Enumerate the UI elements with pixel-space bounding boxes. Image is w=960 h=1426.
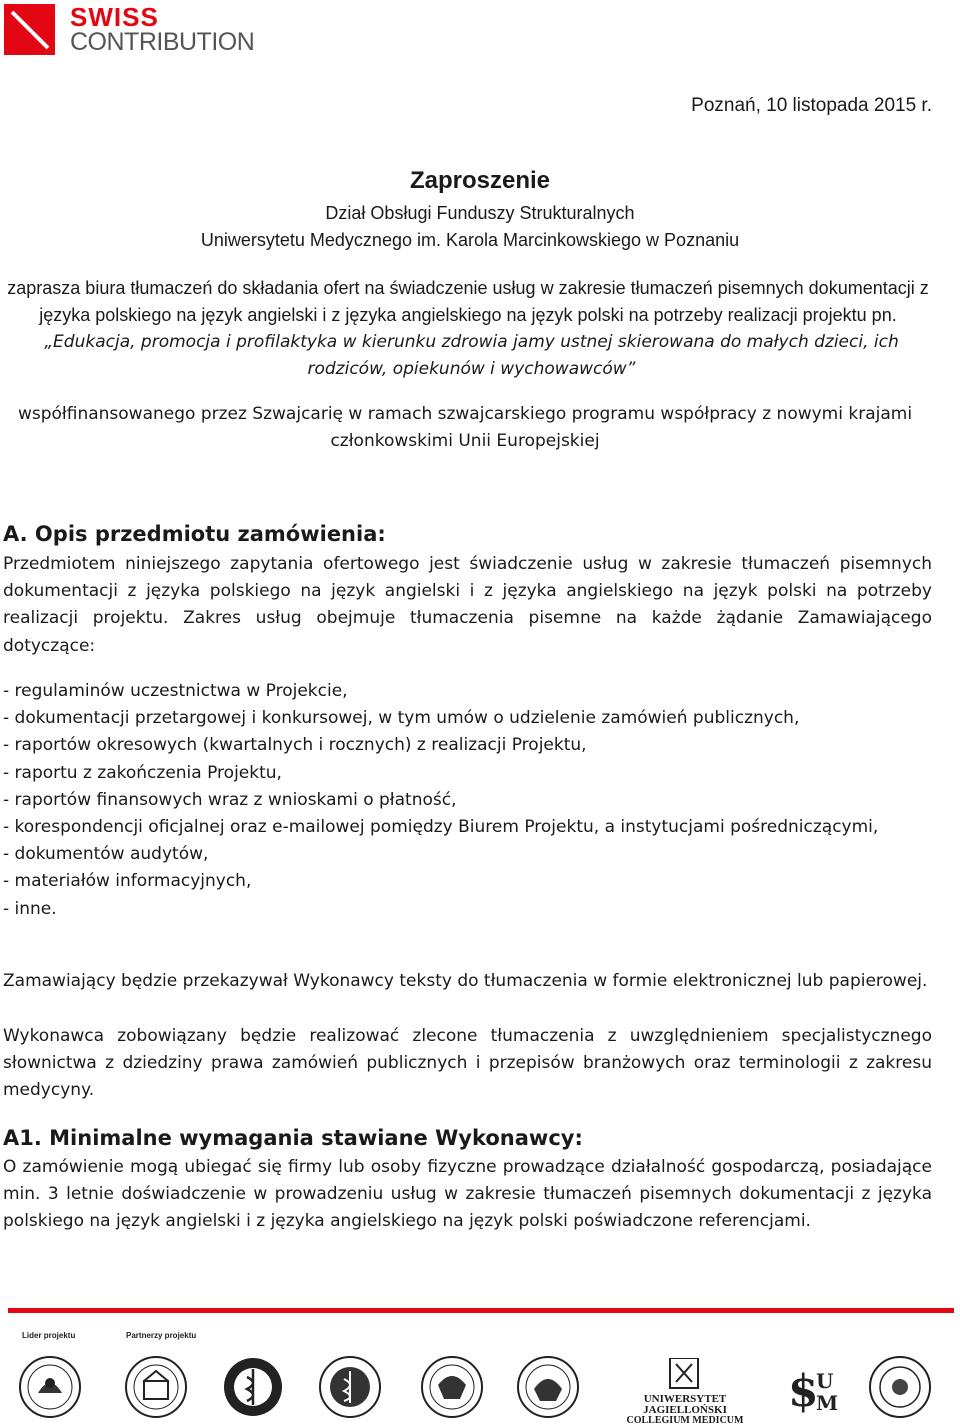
list-item: - korespondencji oficjalnej oraz e-mailowej pomiędzy Biurem Projektu, a instytucjami pośredniczącymi, (3, 817, 879, 838)
delivery-paragraph: Zamawiający będzie przekazywał Wykonawcy teksty do tłumaczenia w formie elektronicznej lub papierowej. (3, 971, 928, 991)
uj-cm-name: COLLEGIUM MEDICUM (626, 1415, 744, 1426)
list-item: - inne. (3, 898, 57, 919)
partners-label: Partnerzy projektu (126, 1331, 197, 1340)
pmwsz-opole-seal-icon (868, 1355, 932, 1419)
pum-seal-icon (124, 1355, 188, 1419)
university-name-text: Uniwersytetu Medycznego im. Karola Marcinkowskiego w Poznaniu (200, 230, 740, 250)
uj-name: UNIWERSYTET JAGIELLOŃSKI (643, 1393, 727, 1416)
logo-swiss-text: SWISS (70, 2, 159, 32)
department-name: Dział Obsługi Funduszy Strukturalnych (325, 203, 635, 223)
list-item: - dokumentacji przetargowej i konkursowej, w tym umów o udzielenie zamówień publicznych, (3, 708, 800, 729)
list-item: - regulaminów uczestnictwa w Projekcie, (3, 681, 348, 701)
sum-logo-icon (786, 1362, 842, 1414)
list-item: - materiałów informacyjnych, (3, 871, 252, 892)
section-a1-paragraph: O zamówienie mogą ubiegać się firmy lub osoby fizyczne prowadzące działalność gospodarczą, posiadające min. 3 letnie doświadczenie w prowadzeniu usług w zakresie tłumaczeń pisemnych dokumentacji z języka polskiego na język angielski i z języka angielskiego na język polski poświadczone referencjami. (3, 1157, 932, 1232)
list-item: - raportu z zakończenia Projektu, (3, 762, 282, 783)
gumed-seal-icon (222, 1355, 284, 1419)
university-name (0, 230, 960, 251)
wum-seal-icon (420, 1355, 484, 1419)
uj-cm-logo (610, 1358, 760, 1426)
project-name (4, 329, 939, 383)
terminology-paragraph: Wykonawca zobowiązany będzie realizować zlecone tłumaczenia z uwzględnieniem specjalistycznego słownictwa z dziedziny prawa zamówień publicznych i przepisów branżowych oraz terminologii z zakresu medycyny. (3, 1026, 932, 1101)
swiss-contribution-mark-icon (4, 4, 55, 55)
svg-text:$: $ (788, 1366, 819, 1414)
footer-divider (8, 1308, 954, 1313)
scope-list (3, 678, 932, 923)
section-a1-heading: A1. Minimalne wymagania stawiane Wykonawcy: (3, 1126, 583, 1150)
lead-label: Lider projektu (22, 1331, 76, 1340)
invitation-text: zaprasza biura tłumaczeń do składania ofert na świadczenie usług w zakresie tłumaczeń pisemnych dokumentacji z języka polskiego na język angielski i z języka angielskiego na język polski na potrzeby realizacji projektu pn. (7, 278, 929, 325)
list-item: - dokumentów audytów, (3, 844, 209, 865)
umlub-seal-icon (514, 1355, 582, 1419)
document-title: Zaproszenie (409, 167, 551, 194)
project-name-text: „Edukacja, promocja i profilaktyka w kierunku zdrowia jamy ustnej skierowana do małych dzieci, ich rodziców, opiekunów i wychowawców” (44, 332, 899, 379)
document-date: Poznań, 10 listopada 2015 r. (691, 95, 932, 116)
logo-contribution-text: CONTRIBUTION (70, 28, 255, 56)
uj-crest-icon (610, 1358, 760, 1394)
ump-seal-icon (18, 1355, 82, 1419)
umb-seal-icon (318, 1355, 382, 1419)
svg-text:M: M (816, 1391, 839, 1414)
list-item: - raportów okresowych (kwartalnych i rocznych) z realizacji Projektu, (3, 735, 587, 756)
section-a-paragraph: Przedmiotem niniejszego zapytania ofertowego jest świadczenie usług w zakresie tłumaczeń pisemnych dokumentacji z języka polskiego na język angielski i z języka angielskiego na język polski na potrzeby realizacji projektu. Zakres usług obejmuje tłumaczenia pisemne na każde żądanie Zamawiającego dotyczące: (3, 554, 932, 656)
list-item: - raportów finansowych wraz z wnioskami o płatność, (3, 789, 457, 810)
cofinancing-note: współfinansowanego przez Szwajcarię w ramach szwajcarskiego programu współpracy z nowymi krajami członkowskimi Unii Europejskiej (17, 404, 913, 451)
svg-text:U: U (816, 1369, 834, 1393)
section-a-heading: A. Opis przedmiotu zamówienia: (3, 522, 386, 546)
